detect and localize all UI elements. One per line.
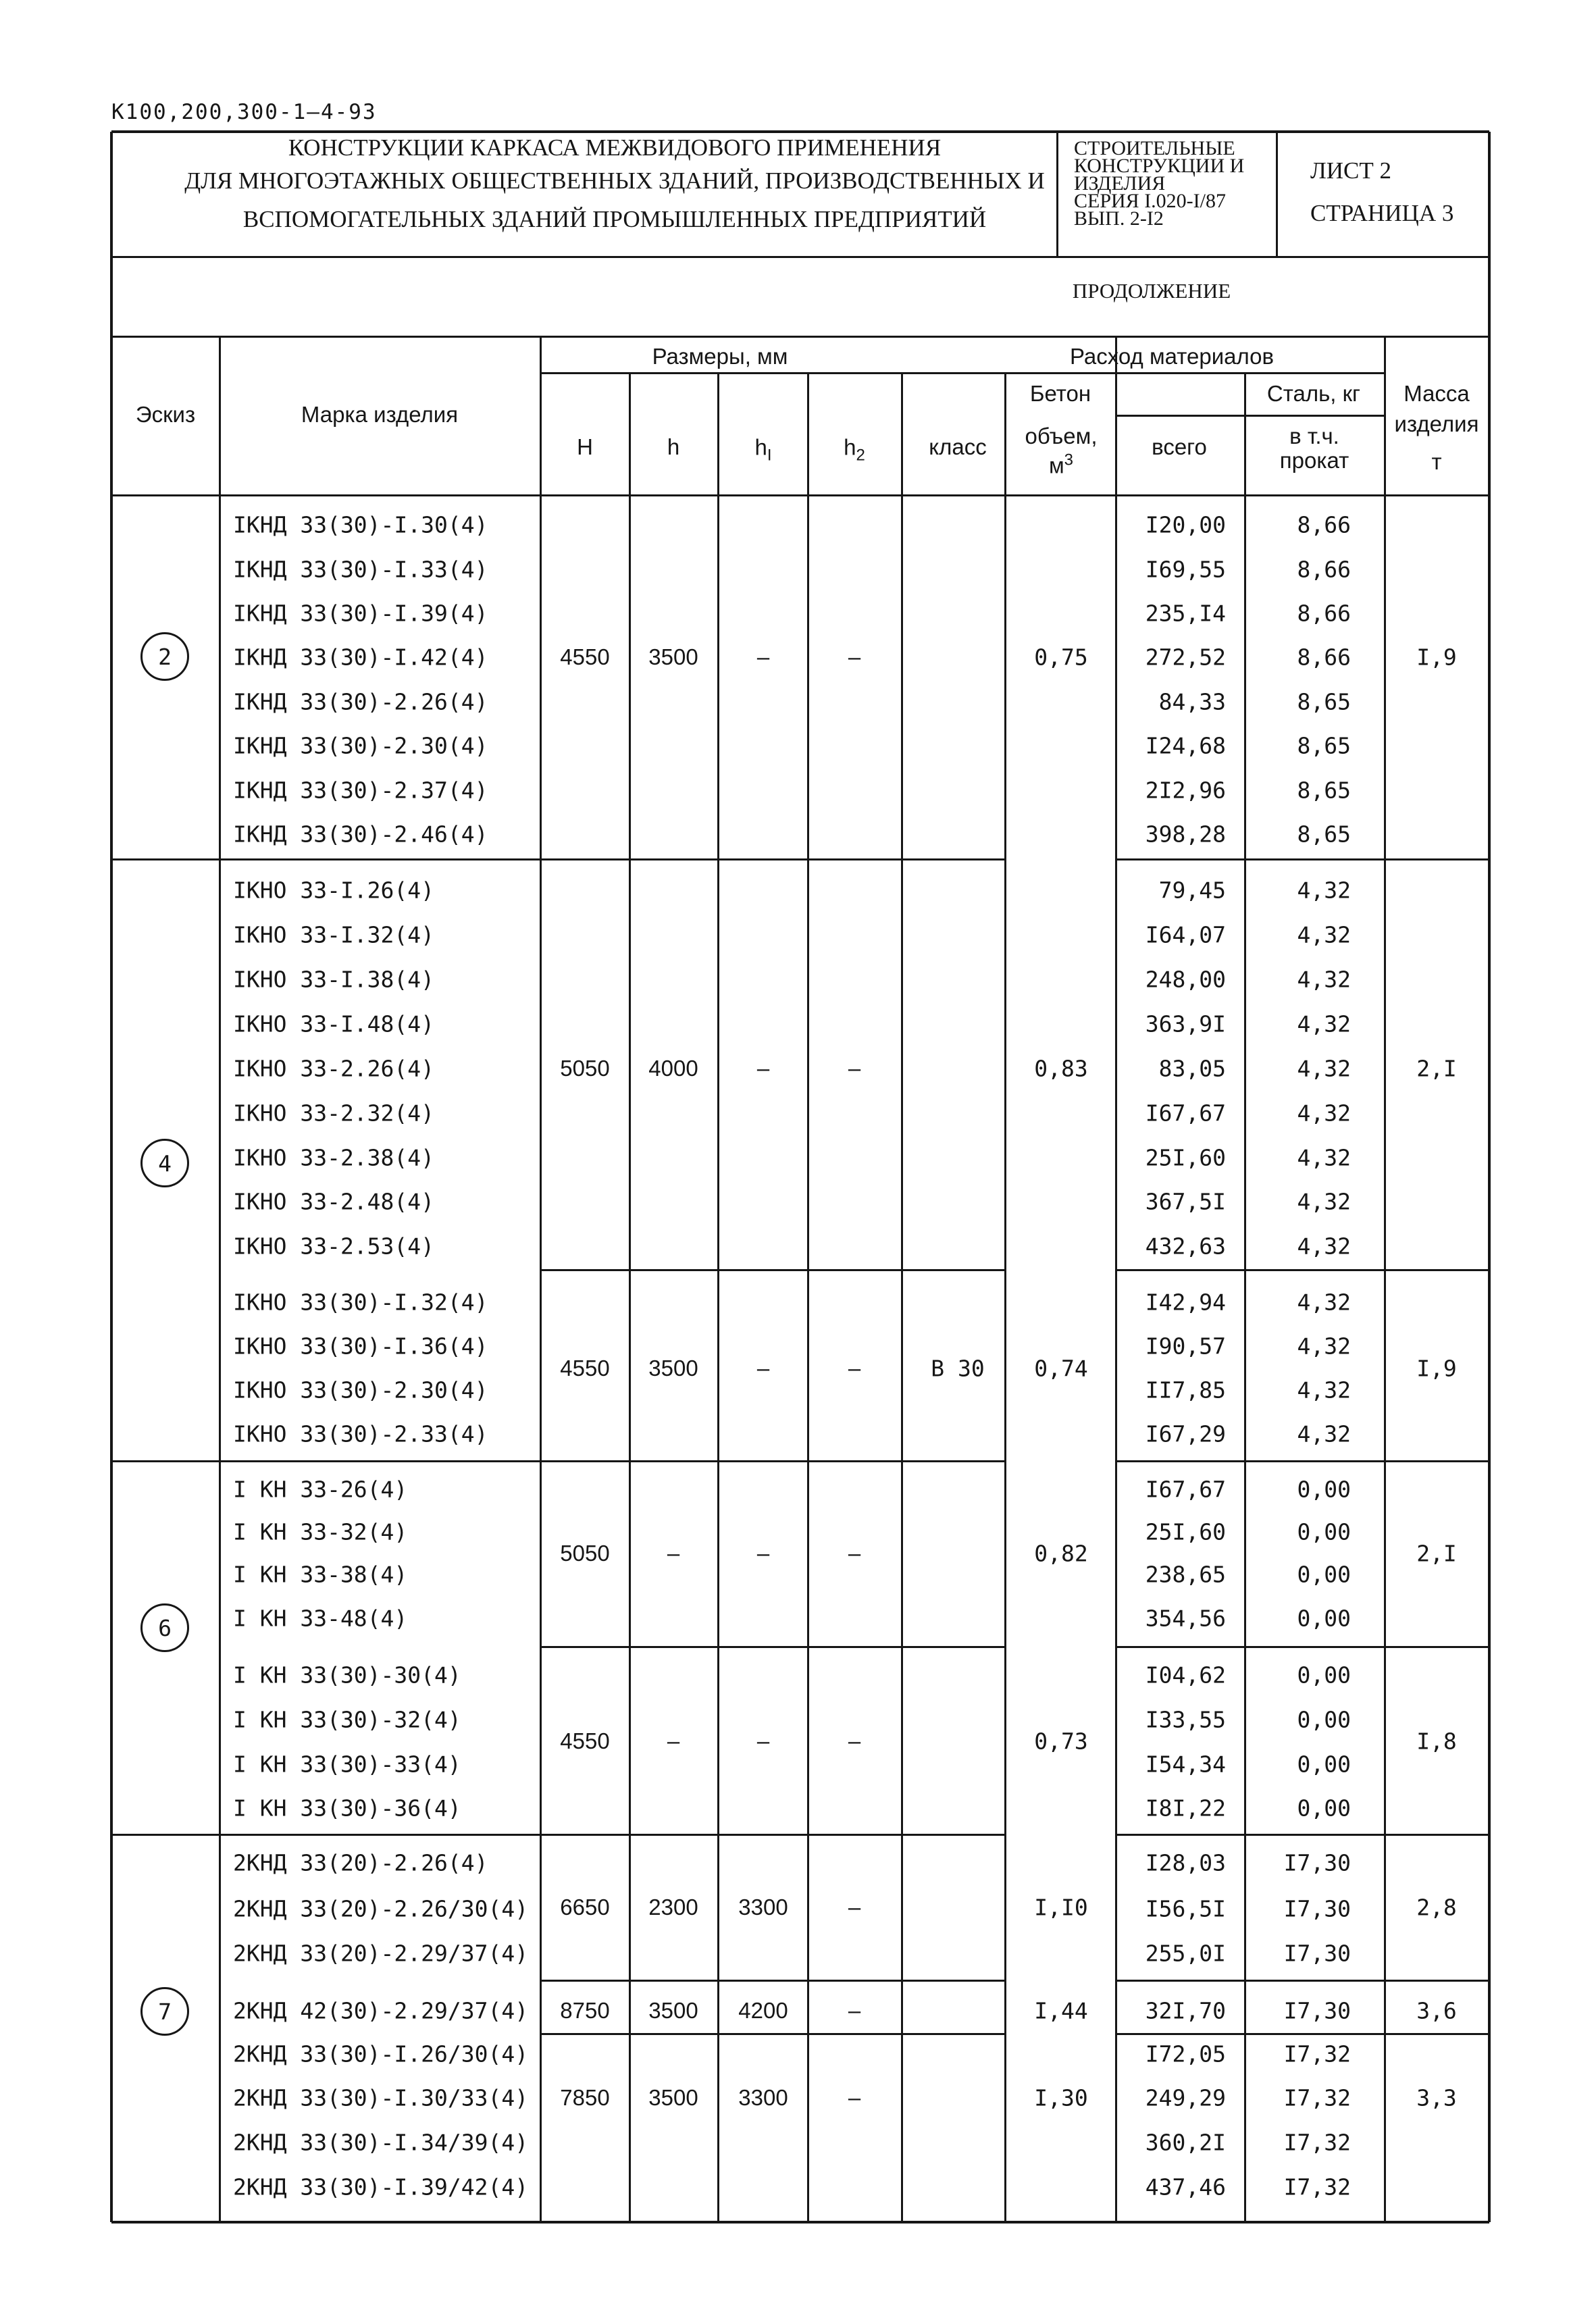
steel-total: I8I,22 <box>1145 1795 1226 1822</box>
dim-h1: 4200 <box>738 1998 788 2023</box>
rolled-steel: 8,66 <box>1297 556 1351 583</box>
concrete-volume: I,I0 <box>1034 1894 1088 1921</box>
steel-total: I69,55 <box>1145 556 1226 583</box>
item-mark: 2КНД 33(20)-2.29/37(4) <box>233 1940 529 1967</box>
header-steel: Сталь, кг <box>1266 381 1361 406</box>
dim-h2: – <box>848 1356 861 1381</box>
item-mark: IКНО 33(30)-I.32(4) <box>233 1289 488 1316</box>
steel-total: 25I,60 <box>1145 1518 1226 1545</box>
frame-top <box>111 130 1489 133</box>
rolled-steel: 4,32 <box>1297 1055 1351 1082</box>
header-rolled: прокат <box>1279 448 1349 473</box>
header-mass-unit: т <box>1431 449 1442 474</box>
steel-total: 272,52 <box>1145 644 1226 671</box>
header-mass: изделия <box>1394 411 1479 436</box>
page-number: СТРАНИЦА 3 <box>1310 200 1454 226</box>
rolled-steel: 4,32 <box>1297 1377 1351 1404</box>
rolled-steel: I7,30 <box>1283 1849 1351 1876</box>
rolled-steel: 8,66 <box>1297 600 1351 627</box>
table-rule <box>540 417 541 418</box>
steel-total: 79,45 <box>1158 877 1226 904</box>
header-h: h <box>667 434 680 459</box>
dim-h2: – <box>848 1056 861 1081</box>
group-rule <box>540 1646 1005 1648</box>
table-rule <box>629 373 631 2222</box>
rolled-steel: 8,65 <box>1297 821 1351 848</box>
rolled-steel: I7,32 <box>1283 2084 1351 2111</box>
rolled-steel: 0,00 <box>1297 1518 1351 1545</box>
steel-total: 398,28 <box>1145 821 1226 848</box>
item-mark: IКНО 33-2.53(4) <box>233 1233 435 1260</box>
header-h2 <box>844 435 865 465</box>
steel-total: I90,57 <box>1145 1333 1226 1360</box>
header-h1 <box>754 435 771 465</box>
rolled-steel: 0,00 <box>1297 1795 1351 1822</box>
dim-h2: – <box>848 1895 861 1920</box>
steel-total: I28,03 <box>1145 1849 1226 1876</box>
concrete-volume: I,44 <box>1034 1997 1088 2024</box>
item-mass: 2,8 <box>1416 1894 1457 1921</box>
table-top-rule <box>111 336 1489 338</box>
dim-h2: – <box>848 1728 861 1753</box>
steel-total: I20,00 <box>1145 511 1226 538</box>
dim-h1: – <box>756 644 770 669</box>
header-mass: Масса <box>1404 381 1470 406</box>
steel-total: 2I2,96 <box>1145 777 1226 804</box>
item-mark: I КН 33(30)-30(4) <box>233 1662 461 1689</box>
group-rule <box>1116 1460 1489 1462</box>
rolled-steel: 4,32 <box>1297 1144 1351 1171</box>
sketch-number-circle: 2 <box>140 632 189 681</box>
dim-h: 2300 <box>648 1895 698 1920</box>
rolled-steel: I7,32 <box>1283 2040 1351 2067</box>
rolled-steel: 8,66 <box>1297 644 1351 671</box>
item-mark: 2КНД 33(30)-I.39/42(4) <box>233 2174 529 2201</box>
group-rule <box>111 1460 1005 1462</box>
rolled-steel: I7,32 <box>1283 2129 1351 2156</box>
rolled-steel: 8,65 <box>1297 688 1351 715</box>
steel-total: I64,07 <box>1145 921 1226 948</box>
dim-h1: – <box>756 1356 770 1381</box>
group-rule <box>1116 1269 1489 1271</box>
item-mass: I,8 <box>1416 1728 1457 1755</box>
item-mark: IКНД 33(30)-2.46(4) <box>233 821 488 848</box>
item-mark: IКНД 33(30)-2.26(4) <box>233 688 488 715</box>
rolled-steel: 0,00 <box>1297 1751 1351 1778</box>
dim-h: 3500 <box>648 1356 698 1381</box>
steel-total: I24,68 <box>1145 732 1226 759</box>
concrete-volume: 0,75 <box>1034 644 1088 671</box>
dim-H: 5050 <box>560 1541 610 1566</box>
dim-h1: 3300 <box>738 2085 788 2110</box>
item-mark: IКНО 33(30)-2.30(4) <box>233 1377 488 1404</box>
item-mark: I КН 33(30)-36(4) <box>233 1795 461 1822</box>
steel-total: 354,56 <box>1145 1605 1226 1632</box>
dim-h: 3500 <box>648 2085 698 2110</box>
rolled-steel: 0,00 <box>1297 1662 1351 1689</box>
item-mark: I КН 33-38(4) <box>233 1561 408 1588</box>
header-materials: Расход материалов <box>1069 344 1275 369</box>
header-concrete: Бетон <box>1029 381 1091 406</box>
item-mass: 3,3 <box>1416 2084 1457 2111</box>
dim-H: 7850 <box>560 2085 610 2110</box>
header-dimensions: Размеры, мм <box>652 344 788 369</box>
group-rule <box>1116 1980 1489 1982</box>
concrete-volume: 0,73 <box>1034 1728 1088 1755</box>
dim-h2: – <box>848 2085 861 2110</box>
header-class: класс <box>929 434 987 459</box>
rolled-steel: 8,65 <box>1297 732 1351 759</box>
item-mark: IКНО 33(30)-2.33(4) <box>233 1420 488 1447</box>
item-mark: IКНО 33-I.48(4) <box>233 1010 435 1037</box>
steel-total: 437,46 <box>1145 2174 1226 2201</box>
text-part: I <box>767 446 772 465</box>
dim-H: 6650 <box>560 1895 610 1920</box>
rolled-steel: 4,32 <box>1297 1420 1351 1447</box>
rolled-steel: I7,30 <box>1283 1997 1351 2024</box>
rolled-steel: I7,30 <box>1283 1895 1351 1922</box>
item-mark: IКНД 33(30)-I.42(4) <box>233 644 488 671</box>
item-mark: IКНД 33(30)-I.30(4) <box>233 511 488 538</box>
item-mass: I,9 <box>1416 1355 1457 1382</box>
steel-total: 363,9I <box>1145 1010 1226 1037</box>
steel-total: II7,85 <box>1145 1377 1226 1404</box>
title-line: ДЛЯ МНОГОЭТАЖНЫХ ОБЩЕСТВЕННЫХ ЗДАНИЙ, ПРОИЗВОДСТВЕННЫХ И <box>184 168 1045 194</box>
rolled-steel: 4,32 <box>1297 1188 1351 1215</box>
item-mark: IКНО 33-2.26(4) <box>233 1055 435 1082</box>
group-rule <box>1116 858 1489 860</box>
dim-h2: – <box>848 644 861 669</box>
group-rule <box>540 1980 1005 1982</box>
steel-total: 238,65 <box>1145 1561 1226 1588</box>
steel-total: I67,29 <box>1145 1420 1226 1447</box>
item-mark: I КН 33-48(4) <box>233 1605 408 1632</box>
header-rule <box>540 372 1385 374</box>
dim-H: 4550 <box>560 1728 610 1753</box>
table-rule <box>219 336 221 2222</box>
item-mark: IКНО 33-I.26(4) <box>233 877 435 904</box>
dim-h: 4000 <box>648 1056 698 1081</box>
rolled-steel: 4,32 <box>1297 1333 1351 1360</box>
continuation-label: ПРОДОЛЖЕНИЕ <box>1072 279 1231 303</box>
item-mark: 2КНД 33(30)-I.30/33(4) <box>233 2084 529 2111</box>
item-mark: IКНО 33-2.38(4) <box>233 1144 435 1171</box>
table-rule <box>1384 336 1386 2222</box>
sketch-number-circle: 6 <box>140 1603 189 1652</box>
dim-h: 3500 <box>648 1998 698 2023</box>
frame-bottom <box>111 2221 1489 2223</box>
steel-total: 360,2I <box>1145 2129 1226 2156</box>
steel-total: 367,5I <box>1145 1188 1226 1215</box>
concrete-volume: I,30 <box>1034 2084 1088 2111</box>
header-sketch: Эскиз <box>135 402 196 427</box>
dim-h: – <box>667 1541 680 1566</box>
item-mark: 2КНД 33(30)-I.26/30(4) <box>233 2040 529 2067</box>
concrete-volume: 0,82 <box>1034 1540 1088 1567</box>
item-mark: IКНО 33-I.38(4) <box>233 966 435 993</box>
item-mark: I КН 33-32(4) <box>233 1518 408 1545</box>
steel-total: I56,5I <box>1145 1895 1226 1922</box>
frame-left <box>110 132 113 2222</box>
item-mark: IКНД 33(30)-I.39(4) <box>233 600 488 627</box>
header-rule <box>1116 415 1385 417</box>
header-mark: Марка изделия <box>301 402 459 427</box>
group-rule <box>1116 2033 1489 2035</box>
item-mark: IКНД 33(30)-I.33(4) <box>233 556 488 583</box>
steel-total: 255,0I <box>1145 1940 1226 1967</box>
rolled-steel: 8,66 <box>1297 511 1351 538</box>
dim-h1: – <box>756 1056 770 1081</box>
table-rule <box>1244 373 1246 2222</box>
series-line: ИЗДЕЛИЯ <box>1074 172 1166 195</box>
group-rule <box>540 2033 1005 2035</box>
item-mass: I,9 <box>1416 644 1457 671</box>
text-part: м <box>1048 453 1064 478</box>
series-line: СТРОИТЕЛЬНЫЕ <box>1074 137 1235 159</box>
dim-h1: – <box>756 1541 770 1566</box>
series-line: КОНСТРУКЦИИ И <box>1074 155 1245 177</box>
rolled-steel: I7,32 <box>1283 2174 1351 2201</box>
item-mass: 3,6 <box>1416 1997 1457 2024</box>
text-part: h <box>754 434 767 460</box>
group-rule <box>1116 1834 1489 1836</box>
header-bottom-rule <box>111 494 1489 496</box>
steel-total: I42,94 <box>1145 1289 1226 1316</box>
title-bottom-rule <box>111 256 1489 258</box>
table-rule <box>540 336 542 2222</box>
steel-total: I04,62 <box>1145 1662 1226 1689</box>
dim-h: 3500 <box>648 644 698 669</box>
rolled-steel: 8,65 <box>1297 777 1351 804</box>
steel-total: 32I,70 <box>1145 1997 1226 2024</box>
rolled-steel: 0,00 <box>1297 1476 1351 1503</box>
item-mark: I КН 33-26(4) <box>233 1476 408 1503</box>
rolled-steel: 4,32 <box>1297 921 1351 948</box>
rolled-steel: 4,32 <box>1297 1289 1351 1316</box>
dim-H: 4550 <box>560 1356 610 1381</box>
sketch-number-circle: 4 <box>140 1139 189 1187</box>
steel-total: 249,29 <box>1145 2084 1226 2111</box>
item-mark: IКНО 33(30)-I.36(4) <box>233 1333 488 1360</box>
table-rule <box>901 373 903 2222</box>
series-line: ВЫП. 2-I2 <box>1074 207 1164 230</box>
rolled-steel: 4,32 <box>1297 877 1351 904</box>
dim-h1: 3300 <box>738 1895 788 1920</box>
header-steel-total: всего <box>1152 434 1207 459</box>
dim-H: 4550 <box>560 644 610 669</box>
item-mark: IКНО 33-2.48(4) <box>233 1188 435 1215</box>
dim-H: 5050 <box>560 1056 610 1081</box>
item-mark: I КН 33(30)-32(4) <box>233 1706 461 1733</box>
item-mass: 2,I <box>1416 1055 1457 1082</box>
rolled-steel: I7,30 <box>1283 1940 1351 1967</box>
steel-total: I54,34 <box>1145 1751 1226 1778</box>
rolled-steel: 0,00 <box>1297 1706 1351 1733</box>
rolled-steel: 4,32 <box>1297 1010 1351 1037</box>
steel-total: I67,67 <box>1145 1100 1226 1127</box>
table-rule <box>807 373 809 2222</box>
dim-H: 8750 <box>560 1998 610 2023</box>
text-part: 2 <box>856 446 865 465</box>
title-divider <box>1276 132 1278 257</box>
item-mark: 2КНД 33(20)-2.26(4) <box>233 1849 488 1876</box>
group-rule <box>540 1269 1005 1271</box>
header-volume: объем, <box>1025 423 1098 448</box>
group-rule <box>111 1834 1005 1836</box>
item-mark: I КН 33(30)-33(4) <box>233 1751 461 1778</box>
sheet-number: ЛИСТ 2 <box>1310 157 1391 184</box>
steel-total: 83,05 <box>1158 1055 1226 1082</box>
item-mark: 2КНД 33(20)-2.26/30(4) <box>233 1895 529 1922</box>
steel-total: 248,00 <box>1145 966 1226 993</box>
series-line: СЕРИЯ I.020-I/87 <box>1074 190 1226 212</box>
title-divider <box>1056 132 1058 257</box>
document-code: К100,200,300-1—4-93 <box>111 100 377 124</box>
item-mark: IКНД 33(30)-2.30(4) <box>233 732 488 759</box>
dim-h1: – <box>756 1728 770 1753</box>
steel-total: 432,63 <box>1145 1233 1226 1260</box>
item-mass: 2,I <box>1416 1540 1457 1567</box>
header-volume-unit <box>1049 451 1073 479</box>
header-H: Н <box>577 434 593 459</box>
group-rule <box>111 858 1005 860</box>
item-mark: 2КНД 33(30)-I.34/39(4) <box>233 2129 529 2156</box>
item-mark: IКНО 33-I.32(4) <box>233 921 435 948</box>
item-mark: 2КНД 42(30)-2.29/37(4) <box>233 1997 529 2024</box>
steel-total: I33,55 <box>1145 1706 1226 1733</box>
title-line: КОНСТРУКЦИИ КАРКАСА МЕЖВИДОВОГО ПРИМЕНЕНИЯ <box>288 134 942 161</box>
concrete-volume: 0,74 <box>1034 1355 1088 1382</box>
text-part: h <box>844 434 856 460</box>
rolled-steel: 0,00 <box>1297 1605 1351 1632</box>
table-rule <box>717 373 719 2222</box>
concrete-volume: 0,83 <box>1034 1055 1088 1082</box>
dim-h: – <box>667 1728 680 1753</box>
dim-h2: – <box>848 1998 861 2023</box>
item-mark: IКНД 33(30)-2.37(4) <box>233 777 488 804</box>
group-rule <box>1116 1646 1489 1648</box>
rolled-steel: 4,32 <box>1297 1233 1351 1260</box>
concrete-class: В 30 <box>931 1355 985 1382</box>
frame-right <box>1488 132 1491 2222</box>
rolled-steel: 0,00 <box>1297 1561 1351 1588</box>
header-rolled: в т.ч. <box>1289 423 1339 448</box>
table-rule <box>1004 373 1006 2222</box>
item-mark: IКНО 33-2.32(4) <box>233 1100 435 1127</box>
steel-total: I72,05 <box>1145 2040 1226 2067</box>
rolled-steel: 4,32 <box>1297 966 1351 993</box>
steel-total: I67,67 <box>1145 1476 1226 1503</box>
steel-total: 235,I4 <box>1145 600 1226 627</box>
sketch-number-circle: 7 <box>140 1987 189 2036</box>
steel-total: 84,33 <box>1158 688 1226 715</box>
text-part: 3 <box>1064 451 1074 469</box>
title-line: ВСПОМОГАТЕЛЬНЫХ ЗДАНИЙ ПРОМЫШЛЕННЫХ ПРЕДПРИЯТИЙ <box>242 206 987 232</box>
table-rule <box>1115 336 1117 2222</box>
dim-h2: – <box>848 1541 861 1566</box>
steel-total: 25I,60 <box>1145 1144 1226 1171</box>
rolled-steel: 4,32 <box>1297 1100 1351 1127</box>
